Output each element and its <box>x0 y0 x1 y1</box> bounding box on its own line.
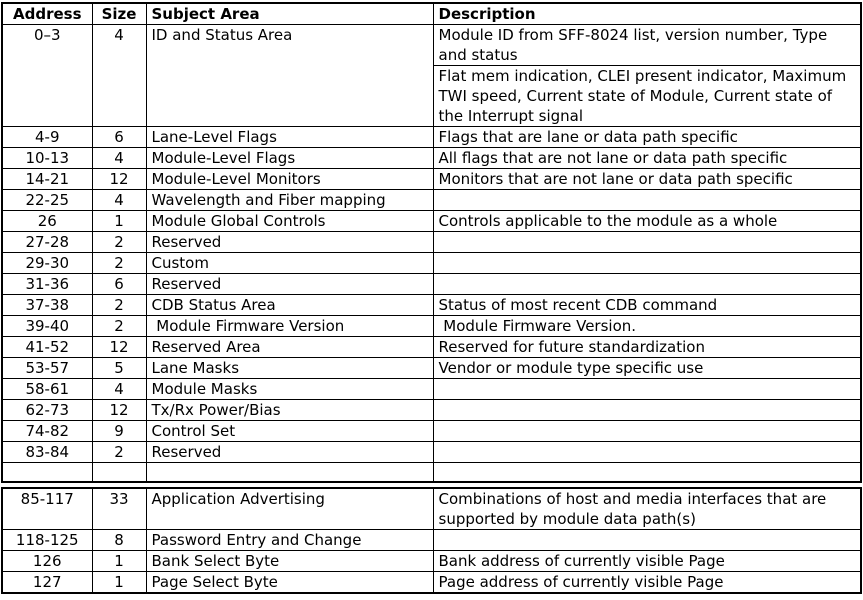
size-cell: 1 <box>92 571 146 593</box>
table-row <box>2 211 861 232</box>
subject-area-cell: CDB Status Area <box>146 295 433 316</box>
size-cell: 6 <box>92 274 146 295</box>
size-cell: 4 <box>92 148 146 169</box>
table-row <box>2 148 861 169</box>
size-cell <box>92 463 146 482</box>
description-cell: Page address of currently visible Page <box>433 571 861 593</box>
description-cell: Module ID from SFF-8024 list, version number, Type and status <box>433 25 861 66</box>
subject-area-cell: Wavelength and Fiber mapping <box>146 190 433 211</box>
subject-area-cell: Reserved <box>146 274 433 295</box>
description-cell <box>433 274 861 295</box>
subject-area-cell: Application Advertising <box>146 488 433 530</box>
table-row <box>2 488 861 530</box>
description-cell: Monitors that are not lane or data path specific <box>433 169 861 190</box>
size-cell: 4 <box>92 190 146 211</box>
description-cell: Flat mem indication, CLEI present indicator, Maximum TWI speed, Current state of Module, Current state of the Interrupt signal <box>433 66 861 127</box>
subject-area-cell: Reserved <box>146 442 433 463</box>
description-cell <box>433 232 861 253</box>
column-header-size: Size <box>92 3 146 25</box>
subject-area-cell: Module Global Controls <box>146 211 433 232</box>
table-row <box>2 571 861 593</box>
upper-table-body <box>2 25 861 482</box>
subject-area-cell: Reserved Area <box>146 337 433 358</box>
lower-table-body <box>2 488 861 593</box>
table-row <box>2 379 861 400</box>
table-row <box>2 232 861 253</box>
description-cell <box>433 379 861 400</box>
size-cell: 4 <box>92 25 146 127</box>
column-header-description: Description <box>433 3 861 25</box>
address-cell <box>2 463 92 482</box>
size-cell: 5 <box>92 358 146 379</box>
description-cell: Combinations of host and media interfaces that are supported by module data path(s) <box>433 488 861 530</box>
description-cell <box>433 253 861 274</box>
subject-area-cell: ID and Status Area <box>146 25 433 127</box>
size-cell: 2 <box>92 442 146 463</box>
subject-area-cell: Page Select Byte <box>146 571 433 593</box>
address-cell: 62-73 <box>2 400 92 421</box>
size-cell: 1 <box>92 550 146 571</box>
subject-area-cell <box>146 463 433 482</box>
memory-map-table-upper <box>1 2 862 483</box>
description-cell <box>433 400 861 421</box>
table-row <box>2 295 861 316</box>
address-cell: 31-36 <box>2 274 92 295</box>
table-row <box>2 421 861 442</box>
address-cell: 0–3 <box>2 25 92 127</box>
subject-area-cell: Custom <box>146 253 433 274</box>
table-row <box>2 529 861 550</box>
address-cell: 10-13 <box>2 148 92 169</box>
description-cell <box>433 529 861 550</box>
size-cell: 2 <box>92 316 146 337</box>
subject-area-cell: Module Masks <box>146 379 433 400</box>
size-cell: 6 <box>92 127 146 148</box>
address-cell: 127 <box>2 571 92 593</box>
description-cell <box>433 421 861 442</box>
description-cell <box>433 463 861 482</box>
subject-area-cell: Lane Masks <box>146 358 433 379</box>
address-cell: 27-28 <box>2 232 92 253</box>
address-cell: 41-52 <box>2 337 92 358</box>
subject-area-cell: Bank Select Byte <box>146 550 433 571</box>
size-cell: 12 <box>92 337 146 358</box>
size-cell: 2 <box>92 253 146 274</box>
address-cell: 85-117 <box>2 488 92 530</box>
description-cell <box>433 442 861 463</box>
size-cell: 12 <box>92 400 146 421</box>
subject-area-cell: Module-Level Monitors <box>146 169 433 190</box>
size-cell: 33 <box>92 488 146 530</box>
table-row <box>2 190 861 211</box>
address-cell: 4-9 <box>2 127 92 148</box>
address-cell: 58-61 <box>2 379 92 400</box>
address-cell: 126 <box>2 550 92 571</box>
spacer-row <box>2 463 861 482</box>
address-cell: 53-57 <box>2 358 92 379</box>
address-cell: 39-40 <box>2 316 92 337</box>
column-header-address: Address <box>2 3 92 25</box>
subject-area-cell: Tx/Rx Power/Bias <box>146 400 433 421</box>
subject-area-cell: Lane-Level Flags <box>146 127 433 148</box>
table-row <box>2 253 861 274</box>
description-cell: Module Firmware Version. <box>433 316 861 337</box>
table-row <box>2 550 861 571</box>
description-cell: All flags that are not lane or data path specific <box>433 148 861 169</box>
size-cell: 2 <box>92 232 146 253</box>
size-cell: 12 <box>92 169 146 190</box>
address-cell: 118-125 <box>2 529 92 550</box>
table-row <box>2 316 861 337</box>
subject-area-cell: Module-Level Flags <box>146 148 433 169</box>
address-cell: 37-38 <box>2 295 92 316</box>
table-row <box>2 169 861 190</box>
address-cell: 22-25 <box>2 190 92 211</box>
description-cell <box>433 190 861 211</box>
size-cell: 9 <box>92 421 146 442</box>
table-row <box>2 358 861 379</box>
description-cell: Reserved for future standardization <box>433 337 861 358</box>
subject-area-cell: Reserved <box>146 232 433 253</box>
table-row <box>2 400 861 421</box>
table-row <box>2 127 861 148</box>
size-cell: 2 <box>92 295 146 316</box>
address-cell: 26 <box>2 211 92 232</box>
table-row <box>2 337 861 358</box>
description-cell: Bank address of currently visible Page <box>433 550 861 571</box>
memory-map-table-lower <box>1 487 862 594</box>
subject-area-cell: Password Entry and Change <box>146 529 433 550</box>
size-cell: 4 <box>92 379 146 400</box>
table-row <box>2 442 861 463</box>
header-row <box>2 3 861 25</box>
description-cell: Status of most recent CDB command <box>433 295 861 316</box>
size-cell: 8 <box>92 529 146 550</box>
address-cell: 74-82 <box>2 421 92 442</box>
subject-area-cell: Control Set <box>146 421 433 442</box>
column-header-subject-area: Subject Area <box>146 3 433 25</box>
size-cell: 1 <box>92 211 146 232</box>
address-cell: 14-21 <box>2 169 92 190</box>
address-cell: 29-30 <box>2 253 92 274</box>
table-row <box>2 274 861 295</box>
table-row <box>2 25 861 66</box>
subject-area-cell: Module Firmware Version <box>146 316 433 337</box>
description-cell: Flags that are lane or data path specific <box>433 127 861 148</box>
description-cell: Vendor or module type specific use <box>433 358 861 379</box>
address-cell: 83-84 <box>2 442 92 463</box>
description-cell: Controls applicable to the module as a whole <box>433 211 861 232</box>
